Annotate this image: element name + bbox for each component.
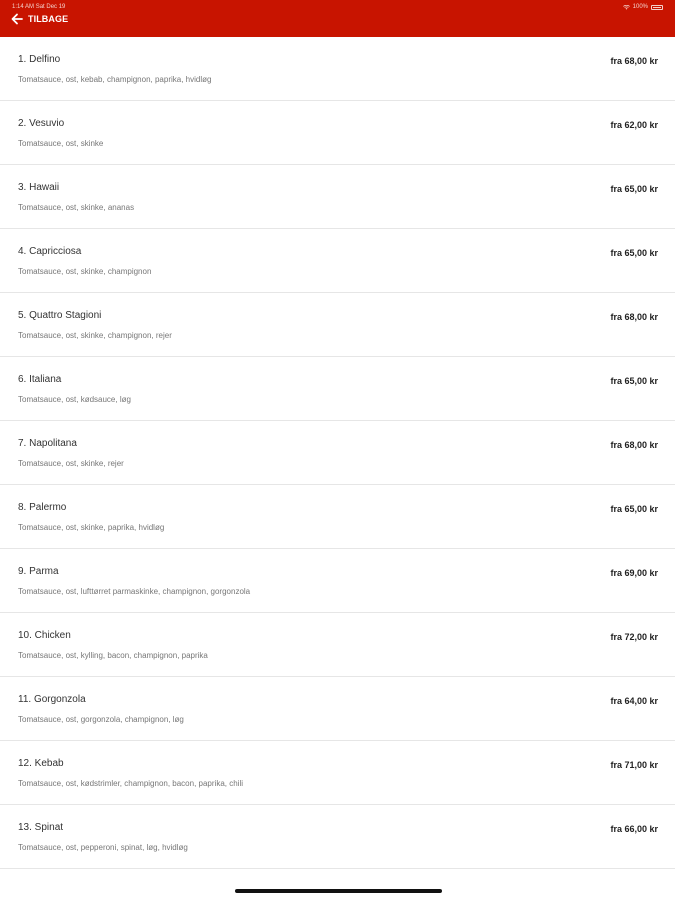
menu-item[interactable]: [0, 421, 675, 485]
menu-item-price: fra 69,00 kr: [610, 568, 658, 578]
menu-item-description: Tomatsauce, ost, skinke, champignon, rejer: [18, 331, 172, 340]
menu-item-description: Tomatsauce, ost, pepperoni, spinat, løg, hvidløg: [18, 843, 188, 852]
menu-item-description: Tomatsauce, ost, kødstrimler, champignon, bacon, paprika, chili: [18, 779, 243, 788]
menu-item-description: Tomatsauce, ost, skinke, champignon: [18, 267, 152, 276]
menu-item-price: fra 65,00 kr: [610, 504, 658, 514]
menu-item-price: fra 65,00 kr: [610, 376, 658, 386]
menu-item[interactable]: [0, 677, 675, 741]
arrow-left-icon: [11, 13, 23, 25]
menu-item-price: fra 72,00 kr: [610, 632, 658, 642]
menu-item[interactable]: [0, 613, 675, 677]
menu-item-price: fra 64,00 kr: [610, 696, 658, 706]
menu-item-price: fra 71,00 kr: [610, 760, 658, 770]
menu-item-name: 6. Italiana: [18, 374, 62, 385]
menu-item-name: 3. Hawaii: [18, 182, 60, 193]
menu-item-name: 11. Gorgonzola: [18, 694, 86, 705]
menu-item-description: Tomatsauce, ost, kylling, bacon, champignon, paprika: [18, 651, 208, 660]
status-datetime: [12, 3, 65, 11]
menu-item-name: 9. Parma: [18, 566, 59, 577]
menu-item-description: Tomatsauce, ost, skinke: [18, 139, 104, 148]
wifi-icon: [623, 5, 630, 10]
menu-item-name: 2. Vesuvio: [18, 118, 65, 129]
menu-item[interactable]: [0, 101, 675, 165]
menu-item-name: 5. Quattro Stagioni: [18, 310, 102, 321]
back-button[interactable]: [11, 12, 68, 26]
menu-item-price: fra 65,00 kr: [610, 248, 658, 258]
status-bar: [12, 3, 663, 11]
menu-item-description: Tomatsauce, ost, kødsauce, løg: [18, 395, 131, 404]
menu-item-price: fra 68,00 kr: [610, 440, 658, 450]
menu-item-name: 10. Chicken: [18, 630, 71, 641]
back-label: TILBAGE: [28, 14, 69, 24]
menu-item-price: fra 68,00 kr: [610, 312, 658, 322]
menu-item-name: 8. Palermo: [18, 502, 67, 513]
menu-item-name: 1. Delfino: [18, 54, 61, 65]
menu-item-description: Tomatsauce, ost, gorgonzola, champignon, løg: [18, 715, 184, 724]
app-header: [0, 0, 675, 37]
home-indicator[interactable]: [235, 889, 442, 893]
menu-item[interactable]: [0, 485, 675, 549]
menu-item-description: Tomatsauce, ost, skinke, ananas: [18, 203, 135, 212]
menu-item[interactable]: [0, 741, 675, 805]
menu-item-description: Tomatsauce, ost, skinke, paprika, hvidløg: [18, 523, 165, 532]
menu-item-name: 4. Capricciosa: [18, 246, 82, 257]
menu-item-description: Tomatsauce, ost, skinke, rejer: [18, 459, 124, 468]
menu-item[interactable]: [0, 165, 675, 229]
menu-item[interactable]: [0, 357, 675, 421]
battery-icon: [651, 5, 663, 10]
menu-list: [0, 37, 675, 869]
menu-item-price: fra 68,00 kr: [610, 56, 658, 66]
menu-item-price: fra 66,00 kr: [610, 824, 658, 834]
menu-item[interactable]: [0, 229, 675, 293]
menu-item-name: 13. Spinat: [18, 822, 64, 833]
menu-item-name: 7. Napolitana: [18, 438, 77, 449]
menu-item-description: Tomatsauce, ost, lufttørret parmaskinke, champignon, gorgonzola: [18, 587, 251, 596]
status-indicators: [623, 3, 663, 11]
menu-item[interactable]: [0, 37, 675, 101]
menu-item-description: Tomatsauce, ost, kebab, champignon, paprika, hvidløg: [18, 75, 212, 84]
battery-percent: 100%: [632, 4, 648, 10]
menu-item-name: 12. Kebab: [18, 758, 64, 769]
menu-item-price: fra 62,00 kr: [610, 120, 658, 130]
menu-item-price: fra 65,00 kr: [610, 184, 658, 194]
menu-item[interactable]: [0, 293, 675, 357]
status-date: Sat Dec 19: [35, 4, 66, 10]
menu-item[interactable]: [0, 805, 675, 869]
menu-item[interactable]: [0, 549, 675, 613]
status-time: 1:14 AM: [12, 4, 35, 10]
